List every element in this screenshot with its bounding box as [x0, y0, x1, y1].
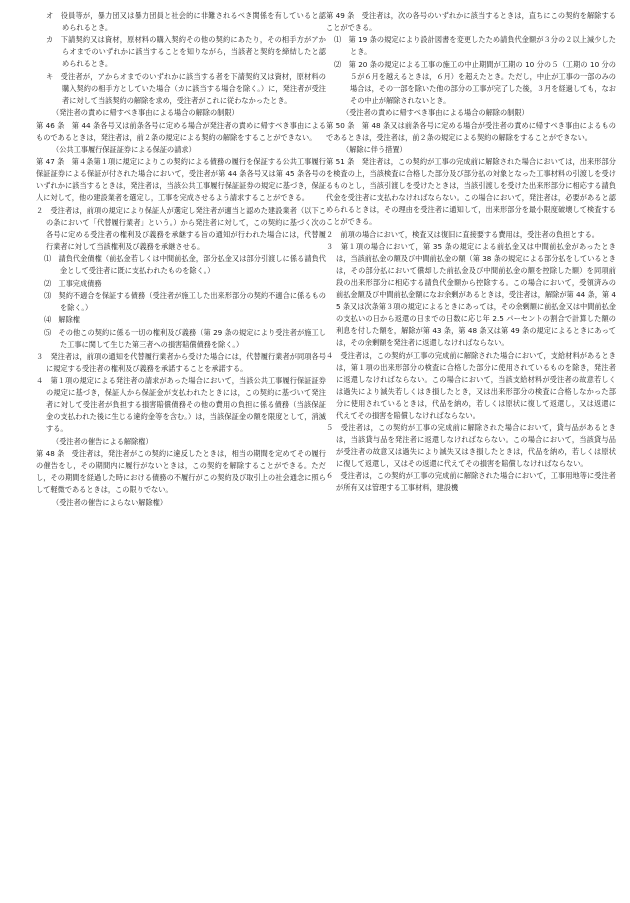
clause-paragraph: ５ 受注者は，この契約が工事の完成前に解除された場合において，貸与品があるときは，当該貸与品を発注者に返還しなければならない。この場合において，当該貸与品が受注者の故意又は過失により滅失又はき損したときは，代品を納め，若しくは原状に復して返還し，又はその返還に代えてその損害を賠償しなければならない。: [326, 422, 616, 468]
clause-paragraph: ３ 第１項の場合において，第 35 条の規定による前払金又は中間前払金があったときは，当該前払金の額及び中間前払金の額（第 38 条の規定による部分払をしているときは，その部分払において償却した前払金及び中間前払金の額を控除した額）を同項前段の出来形部分に相応する請負代金額から控除する。この場合において，受領済みの前払金額及び中間前払金額になお余剰があるときは，受注者は，解除が第 44 条，第 45 条又は次条第３項の規定によるときにあっては，その余剰額に前払金又は中間前払金の支払いの日から返還の日までの日数に応じ年 2.5 パーセントの割合で計算した額の利息を付した額を，解除が第 43 条，第 48 条又は第 49 条の規定によるときにあっては，その余剰額を発注者に返還しなければならない。: [326, 242, 616, 348]
clause-paragraph: ⑸ その他この契約に係る一切の権利及び義務（第 29 条の規定により受注者が施工した工事に関して生じた第三者への損害賠償債務を除く。）: [44, 327, 326, 349]
clause-paragraph: ⑵ 工事完成債務: [44, 278, 102, 288]
clause-paragraph: ⑴ 第 19 条の規定により設計図書を変更したため請負代金額が３分の２以上減少したとき。: [334, 35, 616, 57]
article-caption: （受注者の催告によらない解除権）: [52, 497, 168, 507]
article-paragraph: 第 48 条 受注者は，発注者がこの契約に違反したときは，相当の期間を定めてその履行の催告をし，その期間内に履行がないときは，この契約を解除することができる。ただし，その期間を経過した時における債務の不履行がこの契約及び取引上の社会通念に照らして軽微であるときは，この限りでない。: [36, 449, 326, 495]
article-paragraph: 第 47 条 第４条第１項に規定によりこの契約による債務の履行を保証する公共工事履行保証証券による保証が付された場合において，受注者が第 44 条各号又は第 45 条各号のいずれかに該当するときは，発注者は，当該公共工事履行保証証券の規定に基づき，保証人に対して，他の建設業者を選定し，工事を完成させるよう請求することができる。: [36, 157, 326, 203]
clause-paragraph: ３ 発注者は，前項の通知を代替履行業者から受けた場合には，代替履行業者が同項各号に規定する受注者の権利及び義務を承諾することを承諾する。: [36, 352, 326, 374]
clause-paragraph: カ 下請契約又は資材，原材料の購入契約その他の契約にあたり，その相手方がアからオまでのいずれかに該当することを知りながら，当該者と契約を締結したと認められるとき。: [46, 35, 326, 69]
article-paragraph: 第 46 条 第 44 条各号又は前条各号に定める場合が発注者の責めに帰すべき事由によるものであるときは，発注者は，前２条の規定による契約の解除をすることができない。: [36, 120, 326, 142]
clause-paragraph: ⑶ 契約不適合を保証する債務（受注者が施工した出来形部分の契約不適合に係るものを除く。）: [44, 290, 326, 312]
article-caption: （受注者の責めに帰すべき事由による場合の解除の制限）: [342, 108, 529, 118]
clause-paragraph: ⑴ 請負代金債権（前払金若しくは中間前払金，部分払金又は部分引渡しに係る請負代金として受注者に既に支払われたものを除く。）: [44, 254, 326, 276]
article-paragraph: 第 50 条 第 48 条又は前条各号に定める場合が受注者の責めに帰すべき事由によるものであるときは，受注者は，前２条の規定による契約の解除をすることができない。: [326, 120, 616, 142]
article-caption: （発注者の責めに帰すべき事由による場合の解除の制限）: [52, 108, 239, 118]
right-column: [326, 10, 616, 900]
left-column: [36, 10, 326, 900]
clause-paragraph: ２ 前項の場合において，検査又は復旧に直接要する費用は，受注者の負担とする。: [326, 229, 599, 239]
clause-paragraph: ⑷ 解除権: [44, 315, 80, 325]
clause-paragraph: ２ 受注者は，前項の規定により保証人が選定し発注者が適当と認めた建設業者（以下この条において「代替履行業者」という。）から発注者に対して，この契約に基づく次の各号に定める受注者の権利及び義務を承継する旨の通知が行われた場合には，代替履行業者に対して当該権利及び義務を承継させる。: [36, 205, 326, 251]
article-caption: （解除に伴う措置）: [342, 144, 407, 154]
clause-paragraph: ４ 受注者は，この契約が工事の完成前に解除された場合において，支給材料があるときは，第１項の出来形部分の検査に合格した部分に使用されているものを除き，発注者に返還しなければならない。この場合において，当該支給材料が受注者の故意若しくは過失により滅失若しくはき損したとき，又は出来形部分の検査に合格しなかった部分に使用されているときは，代品を納め，若しくは原状に復して返還し，又は返還に代えてその損害を賠償しなければならない。: [326, 350, 616, 420]
article-caption: （受注者の催告による解除権）: [52, 436, 153, 446]
clause-paragraph: オ 役員等が，暴力団又は暴力団員と社会的に非難されるべき関係を有していると認められるとき。: [46, 11, 326, 32]
article-caption: （公共工事履行保証証券による保証の請求）: [52, 144, 196, 154]
clause-paragraph: ６ 受注者は，この契約が工事の完成前に解除された場合において，工事用地等に受注者が所有又は管理する工事材料，建設機: [326, 471, 616, 493]
clause-paragraph: ４ 第１項の規定による発注者の請求があった場合において，当該公共工事履行保証証券の規定に基づき，保証人から保証金が支払われたときには，この契約に基づいて発注者に対して受注者が負担する損害賠償債務その他の費用の負担に係る債務（当該保証金の支払われた後に生じる違約金等を含む。）は，当該保証金の額を限度として，消滅する。: [36, 376, 326, 434]
clause-paragraph: ⑵ 第 20 条の規定による工事の施工の中止期間が工期の 10 分の５（工期の 10 分の５が６月を越えるときは，６月）を超えたとき。ただし，中止が工事の一部のみの場合は，その一部を除いた他の部分の工事が完了した後，３月を経過しても，なおその中止が解除されないとき。: [334, 59, 616, 105]
clause-paragraph: キ 受注者が，アからオまでのいずれかに該当する者を下請契約又は資材，原材料の購入契約の相手方としていた場合（カに該当する場合を除く。）に，発注者が受注者に対して当該契約の解除を求め，受注者がこれに従わなかったとき。: [46, 71, 326, 105]
article-paragraph: 第 51 条 発注者は，この契約が工事の完成前に解除された場合においては，出来形部分を検査の上，当該検査に合格した部分及び部分払の対象となった工事材料の引渡しを受けるものとし，当該引渡しを受けたときは，当該引渡しを受けた出来形部分に相応する請負代金を受注者に支払わなければならない。この場合において，発注者は，必要があると認められるときは，その理由を受注者に通知して，出来形部分を最小限度破壊して検査することができる。: [326, 157, 616, 227]
article-paragraph: 第 49 条 受注者は，次の各号のいずれかに該当するときは，直ちにこの契約を解除することができる。: [326, 11, 616, 32]
